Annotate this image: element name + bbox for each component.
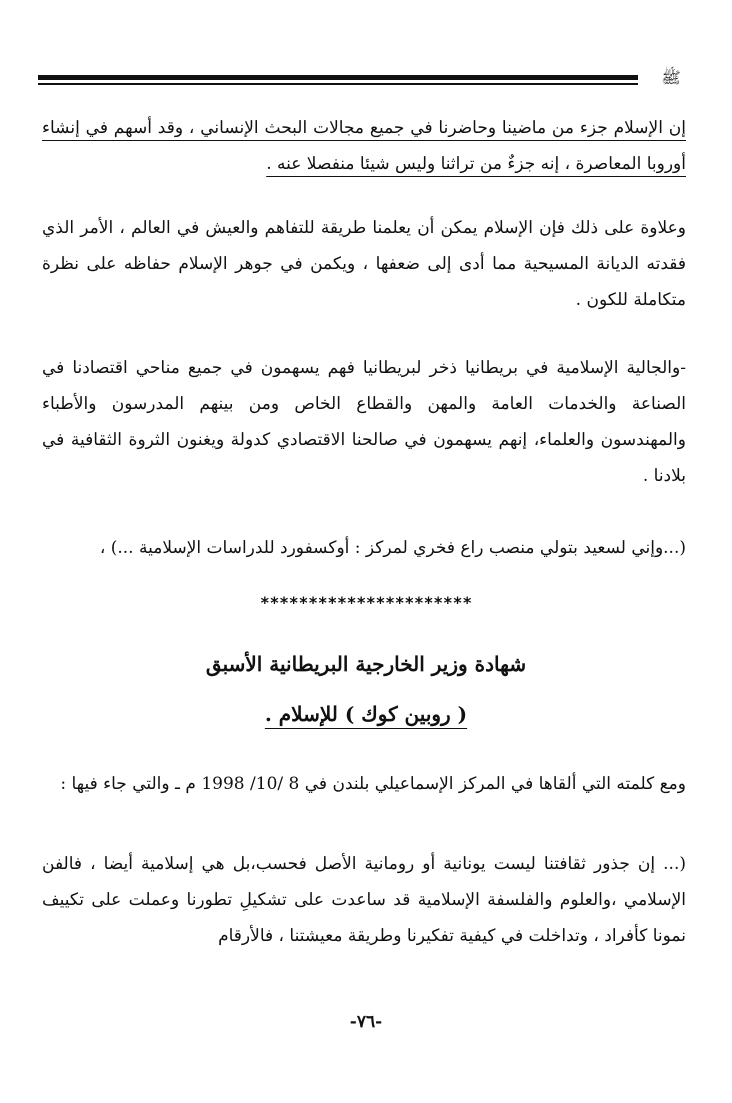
paragraph-islam-understanding: وعلاوة على ذلك فإن الإسلام يمكن أن يعلمنا طريقة للتفاهم والعيش في العالم ، الأمر الذي فقدته الديانة المسيحية مما أدى إلى ضعفها ، ويكمن في جوهر الإسلام حفاظه على نظرة متكاملة للكون .: [42, 218, 686, 310]
section-subheading: [0, 702, 732, 726]
paragraph-muslim-community: -والجالية الإسلامية في بريطانيا ذخر لبريطانيا فهم يسهمون في جميع مناحي اقتصادنا في الصناعة والخدمات العامة والمهن والقطاع الخاص ومن بينهم المدرسون والأطباء والمهندسون والعلماء، إنهم يسهمون في صالحنا الاقتصادي كدولة ويغنون الثروة الثقافية في بلادنا .: [42, 358, 686, 486]
header-rule-thick: [38, 75, 638, 80]
paragraph-speech-quote: (... إن جذور ثقافتنا ليست يونانية أو رومانية الأصل فحسب،بل هي إسلامية أيضا ، فالفن الإسلامي ،والعلوم والفلسفة الإسلامية قد ساعدت على تشكيلِ تطورنا وعملت على تكييف نمونا كأفراد ، وتداخلت في كيفية تفكيرنا وطريقة معيشتنا ، فالأرقام: [42, 854, 686, 946]
section-subheading-text: ( روبين كوك ) للإسلام .: [264, 702, 468, 726]
paragraph-speech-intro: ومع كلمته التي ألقاها في المركز الإسماعيلي بلندن في 8 /10/ 1998 م ـ والتي جاء فيها :: [60, 774, 686, 794]
paragraph-islam-part-of-europe: إن الإسلام جزء من ماضينا وحاضرنا في جميع مجالات البحث الإنساني ، وقد أسهم في إنشاء أوروبا المعاصرة ، إنه جزءٌ من تراثنا وليس شيئا منفصلا عنه .: [42, 118, 686, 174]
section-separator: **********************: [260, 593, 472, 612]
salutation-seal-icon: ﷺ: [661, 68, 681, 87]
paragraph-oxford-centre: (...وإني لسعيد بتولي منصب راع فخري لمركز : أوكسفورد للدراسات الإسلامية ...) ،: [99, 538, 686, 558]
header-rule-thin: [38, 83, 638, 85]
section-heading: شهادة وزير الخارجية البريطانية الأسبق: [205, 652, 527, 676]
page-number: -٧٦-: [349, 1012, 383, 1032]
